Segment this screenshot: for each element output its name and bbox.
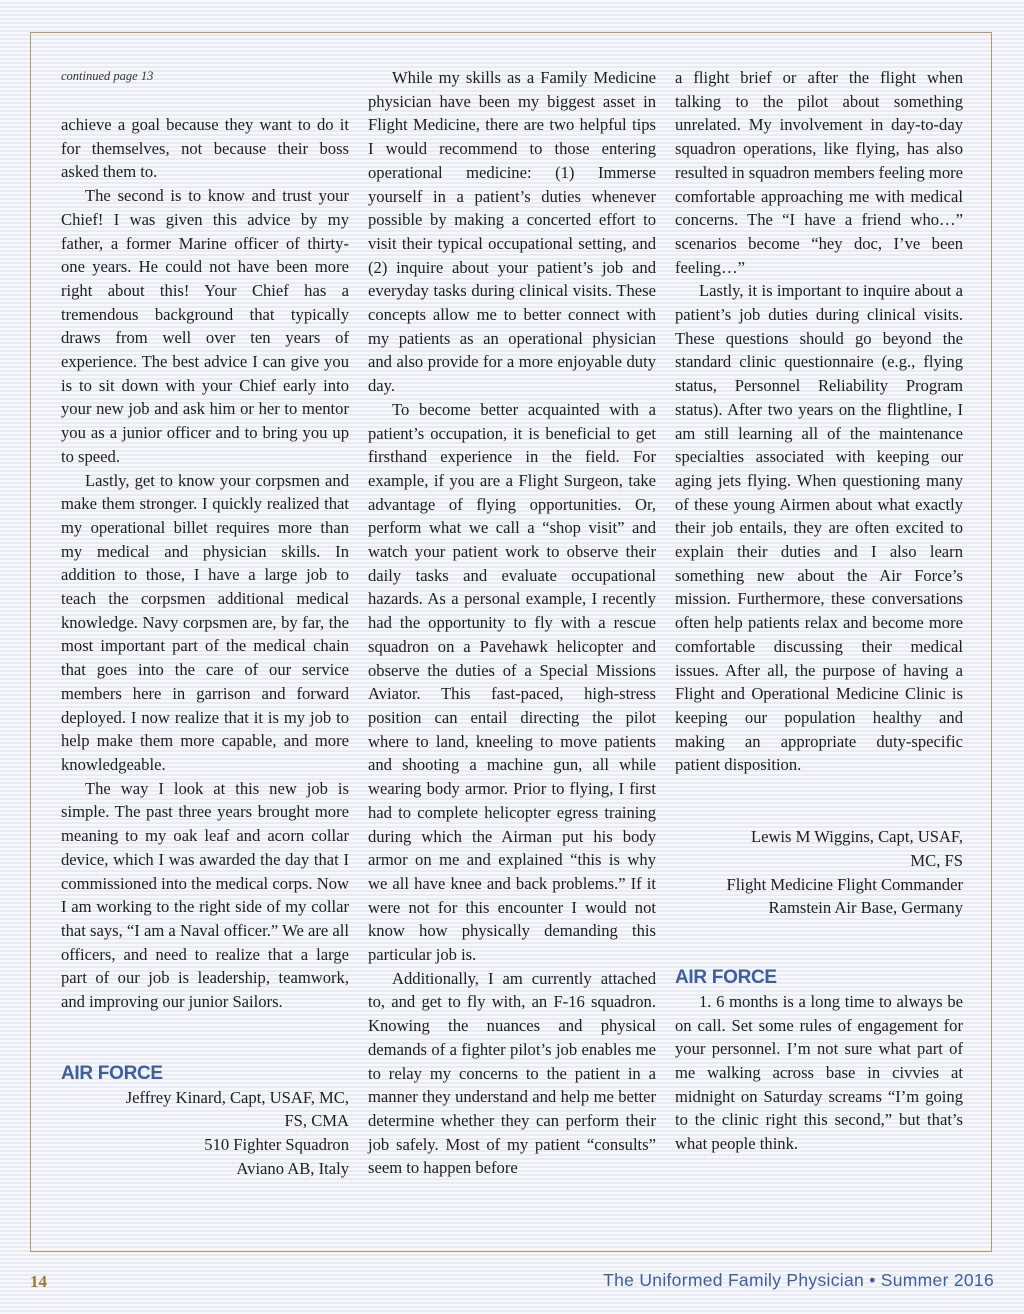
signature-line: MC, FS xyxy=(910,850,963,870)
column-2 xyxy=(368,66,656,1180)
paragraph: achieve a goal because they want to do it for themselves, not because their boss asked them to. xyxy=(61,115,349,182)
column-1 xyxy=(61,66,349,1181)
paragraph: To become better acquainted with a patient’s occupation, it is beneficial to get firsthand experience in the field. For example, if you are a Flight Surgeon, take advantage of flying opportunities. Or, perform what we call a “shop visit” and watch your patient work to observe their daily tasks and evaluate occupational hazards. As a personal example, I recently had the opportunity to fly with a rescue squadron on a Pavehawk helicopter and observe the duties of a Special Missions Aviator. This fast-paced, high-stress position can entail directing the pilot where to land, kneeling to move patients and shooting a machine gun, all while wearing body armor. Prior to flying, I first had to complete helicopter egress training during which the Airman put his body armor on me and explained “this is why we all have knee and back problems.” If it were not for this encounter I would not know how physically demanding this particular job is. xyxy=(368,399,656,965)
section-heading-air-force: AIR FORCE xyxy=(61,1062,163,1084)
signature-line: Jeffrey Kinard, Capt, USAF, MC, xyxy=(125,1087,349,1107)
paragraph: 1. 6 months is a long time to always be on call. Set some rules of engagement for your personnel. I’m not sure what part of me walking across base in civvies at midnight on Saturday screams “I’m going to the clinic right this second,” but that’s what people think. xyxy=(675,991,963,1154)
paragraph: While my skills as a Family Medicine physician have been my biggest asset in Flight Medicine, there are two helpful tips I would recommend to those entering operational medicine: (1) Immerse yourself in a patient’s duties whenever possible by making a concerted effort to visit their typical occupational setting, and (2) inquire about your patient’s job and everyday tasks during clinical visits. These concepts allow me to better connect with my patients as an operational physician and also provide for a more enjoyable duty day. xyxy=(368,68,656,396)
author-signature xyxy=(61,1086,349,1181)
paragraph: Additionally, I am currently attached to, and get to fly with, an F-16 squadron. Knowing the nuances and physical demands of a fighter pilot’s job enables me to relay my concerns to the patient in a manner they understand and help me better determine whether they can perform their job safely. Most of my patient “consults” seem to happen before xyxy=(368,968,656,1178)
paragraph: Lastly, get to know your corpsmen and make them stronger. I quickly realized that my operational billet requires more than my medical and physician skills. In addition to those, I have a large job to teach the corpsmen additional medical knowledge. Navy corpsmen are, by far, the most important part of the medical chain that goes into the care of our service members here in garrison and forward deployed. I now realize that it is my job to help make them more capable, and more knowledgeable. xyxy=(61,470,349,774)
signature-line: Lewis M Wiggins, Capt, USAF, xyxy=(750,827,963,847)
signature-line: Aviano AB, Italy xyxy=(236,1158,349,1178)
paragraph: a flight brief or after the flight when talking to the pilot about something unrelated. My involvement in day-to-day squadron operations, like flying, has also resulted in squadron members feeling more comfortable approaching me with medical concerns. The “I have a friend who…” scenarios become “hey doc, I’ve been feeling…” xyxy=(675,68,964,277)
paragraph: The way I look at this new job is simple. The past three years brought more meaning to my oak leaf and acorn collar device, which I was awarded the day that I commissioned into the medical corps. Now I am working to the right side of my collar that says, “I am a Naval officer.” We are all officers, and need to realize that a large part of our job is leadership, teamwork, and improving our junior Sailors. xyxy=(61,778,349,1012)
signature-line: Flight Medicine Flight Commander xyxy=(726,874,963,894)
section-heading-air-force: AIR FORCE xyxy=(675,966,777,988)
continued-note: continued page 13 xyxy=(61,69,154,83)
signature-line: Ramstein Air Base, Germany xyxy=(768,898,963,918)
paragraph: The second is to know and trust your Chief! I was given this advice by my father, a former Marine officer of thirty-one years. He could not have been more right about this! Your Chief has a tremendous background that typically draws from well over ten years of experience. The best advice I can give you is to sit down with your Chief early into your new job and ask him or her to mentor you as a junior officer and to bring you up to speed. xyxy=(61,186,349,466)
column-3 xyxy=(675,66,963,1156)
signature-line: FS, CMA xyxy=(284,1111,349,1131)
author-signature xyxy=(675,825,963,920)
signature-line: 510 Fighter Squadron xyxy=(204,1135,349,1155)
paragraph: Lastly, it is important to inquire about a patient’s job duties during clinical visits. These questions should go beyond the standard clinic questionnaire (e.g., flying status, Personnel Reliability Program status). After two years on the flightline, I am still learning all of the maintenance specialties associated with keeping our aging jets flying. When questioning many of these young Airmen about what exactly their job entails, they are often excited to explain their duties and I also learn something new about the Air Force’s mission. Furthermore, these conversations often help patients relax and become more comfortable discussing their medical issues. After all, the purpose of having a Flight and Operational Medicine Clinic is keeping our population healthy and making an appropriate duty-specific patient disposition. xyxy=(675,281,963,775)
publication-footer: The Uniformed Family Physician • Summer 2016 xyxy=(603,1270,994,1290)
page-number: 14 xyxy=(30,1272,47,1291)
